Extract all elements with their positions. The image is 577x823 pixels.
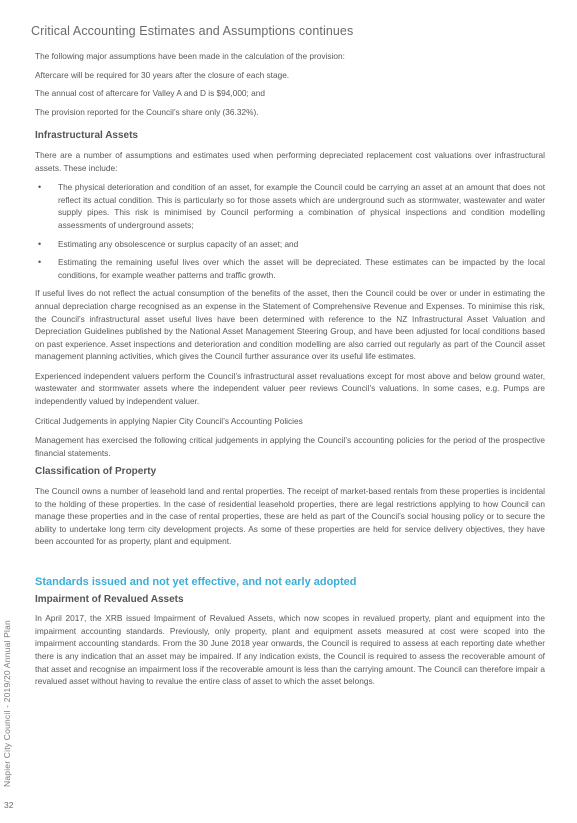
standards-heading: Standards issued and not yet effective, and not early adopted bbox=[35, 576, 357, 588]
valuers-paragraph: Experienced independent valuers perform the Council’s infrastructural asset revaluations except for most above and below ground water, wastewater and stormwater assets where the independent valuer peer reviews Council’s valuations. In some cases, e.g. Pumps are independently valued by independent valuer. bbox=[35, 370, 545, 407]
page-number: 32 bbox=[4, 800, 14, 810]
useful-lives-paragraph: If useful lives do not reflect the actual consumption of the benefits of the asset, then the Council could be over or under in estimating the annual depreciation charge recognised as an expense in the Statement of Comprehensive Revenue and Expenses. To minimise this risk, the Council’s infrastructural asset useful lives have been determined with reference to the NZ Infrastructural Asset Valuation and Depreciation Guidelines published by the National Asset Management Steering Group, and have been adjusted for local conditions based on past experience. Asset inspections and deterioration and condition modelling are also carried out regularly as part of the Council asset management planning activities, which gives the Council further assurance over its useful life estimates. bbox=[35, 288, 545, 362]
management-paragraph: Management has exercised the following critical judgements in applying the Council’s accounting policies for the period of the prospective financial statements. bbox=[35, 435, 545, 458]
list-item-text: Estimating the remaining useful lives over which the asset will be depreciated. These estimates can be impacted by the local conditions, for example weather patterns and traffic growth. bbox=[58, 257, 545, 280]
critical-judgements-line: Critical Judgements in applying Napier City Council’s Accounting Policies bbox=[35, 415, 303, 426]
bullet-icon: • bbox=[38, 238, 42, 249]
aftercare-line-2: The annual cost of aftercare for Valley A and D is $94,000; and bbox=[35, 88, 265, 99]
list-item-text: The physical deterioration and condition of an asset, for example the Council could be carrying an asset at an amount that does not reflect its actual condition. This is particularly so for those assets which are underground such as stormwater, wastewater and water supply pipes. This risk is minimised by Council performing a combination of physical inspections and condition modelling assessments of underground assets; bbox=[58, 182, 545, 230]
aftercare-line-1: Aftercare will be required for 30 years after the closure of each stage. bbox=[35, 69, 290, 80]
bullet-icon: • bbox=[38, 257, 42, 268]
page-content bbox=[35, 50, 545, 695]
list-item bbox=[35, 238, 545, 251]
assumptions-list bbox=[35, 181, 545, 281]
infrastructural-assets-heading: Infrastructural Assets bbox=[35, 130, 138, 142]
list-item bbox=[35, 256, 545, 281]
impairment-subheading: Impairment of Revalued Assets bbox=[35, 593, 184, 605]
side-document-label: Napier City Council - 2019/20 Annual Plan bbox=[2, 620, 12, 787]
classification-heading: Classification of Property bbox=[35, 466, 157, 478]
impairment-paragraph: In April 2017, the XRB issued Impairment of Revalued Assets, which now scopes in revalued property, plant and equipment into the impairment accounting standards. Previously, only property, plant and equipment assets measured at cost were scoped into the impairment accounting standards. From the 30 June 2018 year onwards, the Council is required to assess at each reporting date whether there is any indication that an asset may be impaired. If any indication exists, the Council is required to assess the recoverable amount of that asset and recognise an impairment loss if the recoverable amount is less than the carrying amount. The Council can therefore impair a revalued asset without having to revalue the entire class of asset to which the asset belongs. bbox=[35, 613, 545, 687]
bullet-icon: • bbox=[38, 182, 42, 193]
list-item-text: Estimating any obsolescence or surplus capacity of an asset; and bbox=[58, 238, 299, 249]
classification-paragraph: The Council owns a number of leasehold land and rental properties. The receipt of market-based rentals from these properties is incidental to the holding of these properties. In the case of residential leasehold properties, there are legal restrictions applying to how Council can manage these properties and in the case of rental properties, these are held as part of the Council’s social housing policy or to secure the ability to undertake long term city development projects. As some of these properties are held for service delivery objectives, they have been accounted for as property, plant and equipment. bbox=[35, 486, 545, 547]
aftercare-line-3: The provision reported for the Council’s share only (36.32%). bbox=[35, 106, 259, 117]
aftercare-intro: The following major assumptions have been made in the calculation of the provision: bbox=[35, 51, 345, 61]
list-item bbox=[35, 181, 545, 231]
infrastructural-intro: There are a number of assumptions and estimates used when performing depreciated replacement cost valuations over infrastructural assets. These include: bbox=[35, 149, 545, 173]
page-title: Critical Accounting Estimates and Assumptions continues bbox=[31, 24, 354, 38]
